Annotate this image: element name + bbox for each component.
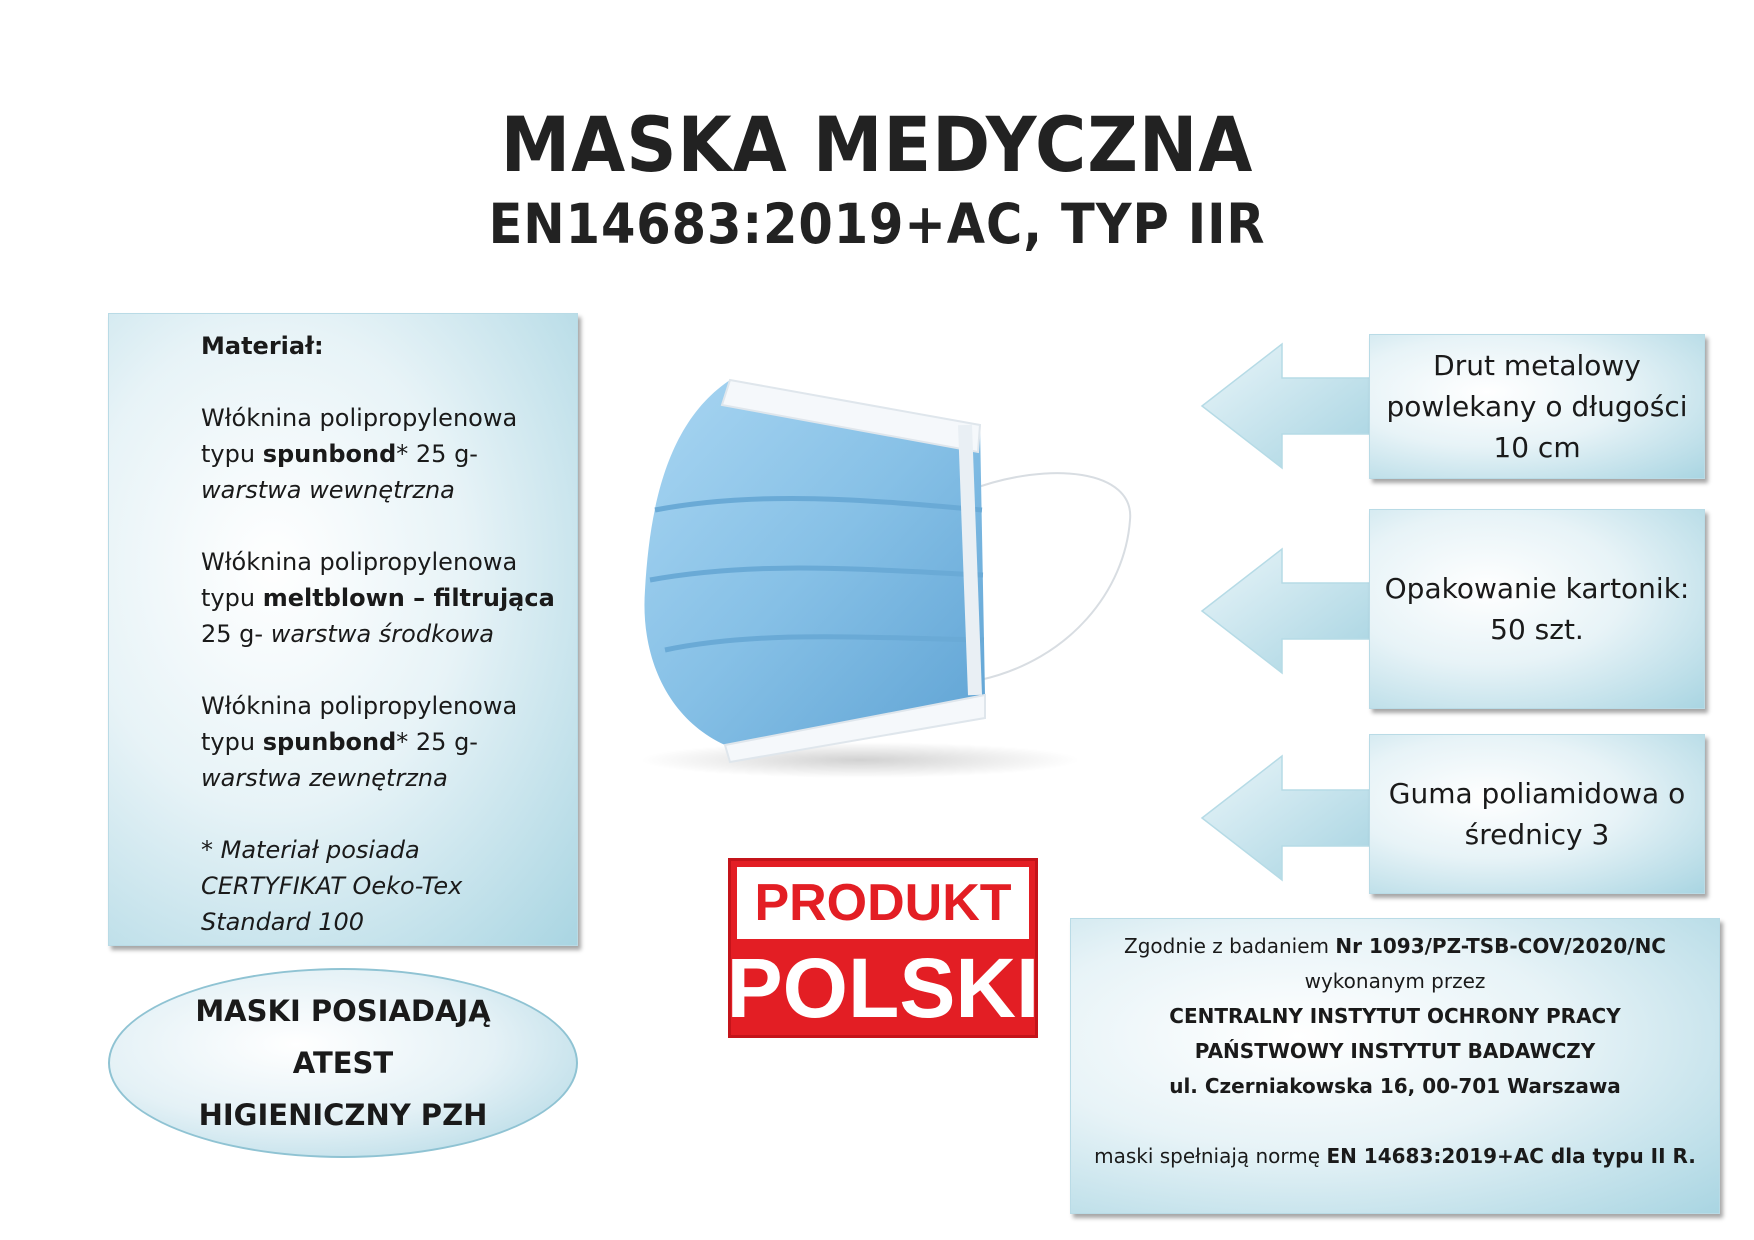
material-heading: Materiał: xyxy=(201,332,324,360)
certification-box xyxy=(1070,918,1720,1214)
cert-line-by: wykonanym przez xyxy=(1304,969,1486,993)
badge-bottom-text: POLSKI xyxy=(726,940,1040,1035)
cert-standard-value: EN 14683:2019+AC dla typu II R. xyxy=(1326,1144,1696,1168)
arrow-left-icon xyxy=(1200,545,1372,677)
cert-address: ul. Czerniakowska 16, 00-701 Warszawa xyxy=(1169,1074,1621,1098)
layer-inner-text: Włóknina polipropylenowa typu xyxy=(201,404,518,468)
layer-middle-desc: warstwa środkowa xyxy=(270,620,494,648)
layer-outer-type: spunbond xyxy=(262,728,397,756)
layer-middle-text: Włóknina polipropylenowa typu xyxy=(201,548,518,612)
layer-inner-weight: * 25 g- xyxy=(396,440,478,468)
atest-line: MASKI POSIADAJĄ xyxy=(195,994,491,1028)
layer-outer-text: Włóknina polipropylenowa typu xyxy=(201,692,518,756)
feature-packaging-text: Opakowanie kartonik: 50 szt. xyxy=(1384,572,1690,646)
cert-line-standard xyxy=(1071,1139,1719,1174)
badge-top-text: PRODUKT xyxy=(737,867,1029,939)
cert-institute-type: PAŃSTWOWY INSTYTUT BADAWCZY xyxy=(1194,1039,1596,1063)
page-title: MASKA MEDYCZNA xyxy=(500,100,1254,189)
arrow-left-icon xyxy=(1200,752,1372,884)
feature-wire-box xyxy=(1369,334,1705,479)
cert-test-label: Zgodnie z badaniem xyxy=(1124,934,1336,958)
material-layer-inner xyxy=(201,400,557,508)
layer-inner-type: spunbond xyxy=(262,440,397,468)
layer-outer-weight: * 25 g- xyxy=(396,728,478,756)
cert-line-test xyxy=(1071,929,1719,964)
atest-line: ATEST xyxy=(292,1046,394,1080)
cert-gap xyxy=(1071,1104,1719,1139)
layer-middle-type: meltblown – filtrująca xyxy=(262,584,555,612)
material-layer-outer xyxy=(201,688,557,796)
material-panel xyxy=(108,313,578,946)
atest-oval xyxy=(108,968,578,1158)
feature-elastic-box xyxy=(1369,734,1705,894)
cert-institute: CENTRALNY INSTYTUT OCHRONY PRACY xyxy=(1169,1004,1621,1028)
cert-test-number: Nr 1093/PZ-TSB-COV/2020/NC xyxy=(1335,934,1666,958)
atest-line: HIGIENICZNY PZH xyxy=(198,1098,488,1132)
layer-middle-weight: 25 g- xyxy=(201,620,271,648)
layer-inner-desc: warstwa wewnętrzna xyxy=(201,476,455,504)
cert-standard-label: maski spełniają normę xyxy=(1094,1144,1327,1168)
arrow-left-icon xyxy=(1200,340,1372,472)
page-subtitle: EN14683:2019+AC, TYP IIR xyxy=(488,192,1266,256)
feature-elastic-text: Guma poliamidowa o średnicy 3 xyxy=(1388,777,1686,851)
feature-wire-text: Drut metalowy powlekany o długości 10 cm xyxy=(1386,349,1688,464)
layer-outer-desc: warstwa zewnętrzna xyxy=(201,764,448,792)
mask-illustration xyxy=(610,360,1170,790)
material-layer-middle xyxy=(201,544,557,652)
material-certificate-note: * Materiał posiada CERTYFIKAT Oeko-Tex Standard 100 xyxy=(201,836,463,936)
feature-packaging-box xyxy=(1369,509,1705,709)
produkt-polski-badge xyxy=(728,858,1038,1038)
